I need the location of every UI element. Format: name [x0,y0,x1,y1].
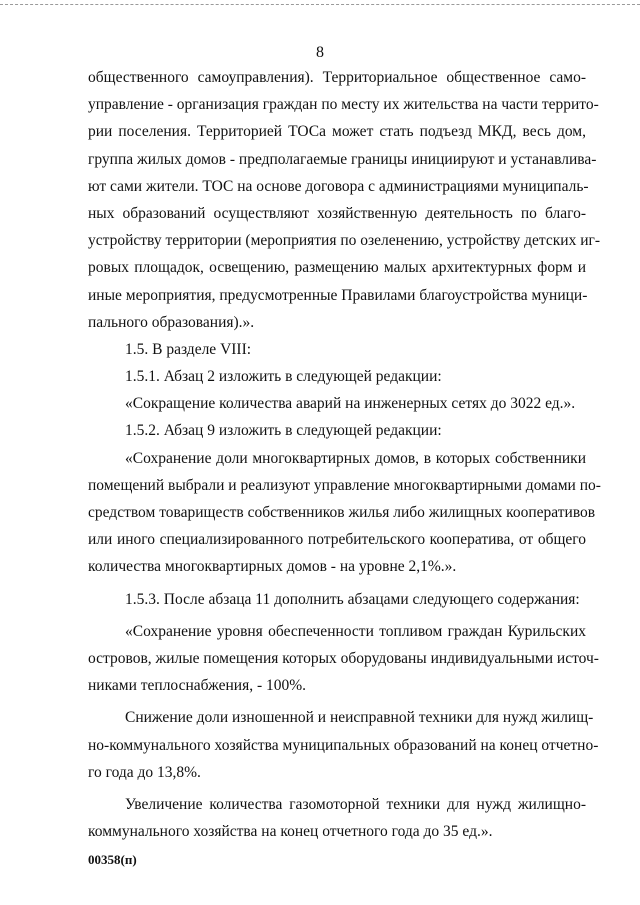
text-line: рии поселения. Территорией ТОСа может стать подъезд МКД, весь дом, [88,123,586,141]
text-line: никами теплоснабжения, - 100%. [88,677,307,695]
text-line: иные мероприятия, предусмотренные Правилами благоустройства муници- [88,286,588,304]
text-line: ных образований осуществляют хозяйственную деятельность по благо- [88,204,586,222]
text-line: «Сохранение доли многоквартирных домов, в которых собственники [125,449,586,467]
text-line: количества многоквартирных домов - на уровне 2,1%.». [88,558,457,576]
document-body [88,64,601,845]
top-scan-rule [0,4,640,5]
text-line: Снижение доли изношенной и неисправной техники для нужд жилищ- [125,709,594,727]
text-line: ют сами жители. ТОС на основе договора с администрациями муниципаль- [88,177,589,195]
text-line: Увеличение количества газомоторной техники для нужд жилищно- [125,795,586,813]
text-line: пального образования).». [88,313,255,331]
text-line: средством товариществ собственников жилья либо жилищных кооперативов [88,504,596,521]
text-line: коммунального хозяйства на конец отчетного года до 35 ед.». [88,823,493,841]
text-line: 1.5.2. Абзац 9 изложить в следующей редакции: [125,422,442,440]
text-line: ровых площадок, освещению, размещению малых архитектурных форм и [88,259,586,277]
section-heading: 1.5. В разделе VIII: [125,340,252,358]
text-line: устройству территории (мероприятия по озеленению, устройству детских иг- [88,232,601,250]
text-line: «Сокращение количества аварий на инженерных сетях до 3022 ед.». [125,395,576,413]
text-line: но-коммунального хозяйства муниципальных образований на конец отчетно- [88,736,599,754]
page-number: 8 [316,44,324,61]
text-line: «Сохранение уровня обеспеченности топливом граждан Курильских [125,622,586,640]
text-line: или иного специализированного потребительского кооператива, от общего [88,531,586,549]
document-code: 00358(п) [88,852,137,867]
text-line: го года до 13,8%. [88,763,201,781]
text-line: островов, жилые помещения которых оборудованы индивидуальными источ- [88,649,599,667]
text-line: общественного самоуправления). Территориальное общественное само- [88,69,586,86]
text-line: группа жилых домов - предполагаемые границы инициируют и устанавлива- [88,150,597,168]
text-line: 1.5.3. После абзаца 11 дополнить абзацами следующего содержания: [125,590,580,608]
text-line: управление - организация граждан по месту их жительства на части террито- [88,96,599,114]
text-line: помещений выбрали и реализуют управление многоквартирными домами по- [88,476,601,494]
text-line: 1.5.1. Абзац 2 изложить в следующей редакции: [125,368,442,386]
